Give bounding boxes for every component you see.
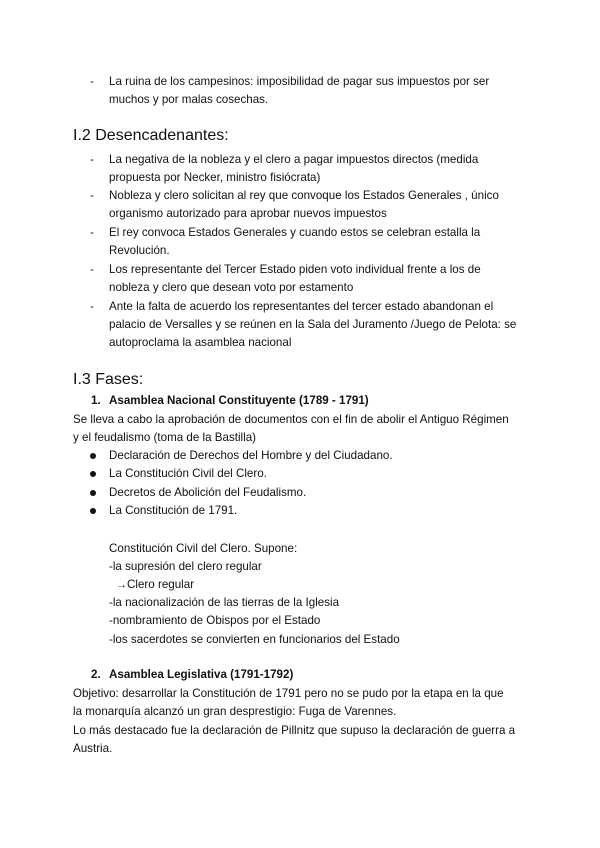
list-item-line: nobleza y clero que desean voto por estamento [109, 281, 354, 294]
bullet-item: La Constitución Civil del Clero. [109, 467, 267, 480]
list-dash: - [90, 226, 94, 239]
list-item-line: Nobleza y clero solicitan al rey que convoque los Estados Generales , único [109, 189, 499, 202]
list-item-line: La negativa de la nobleza y el clero a pagar impuestos directos (medida [109, 153, 479, 166]
list-dash: - [90, 75, 94, 88]
phase-title: Asamblea Nacional Constituyente (1789 - 1791) [109, 394, 369, 407]
list-dash: - [90, 300, 94, 313]
bullet-icon [90, 490, 96, 496]
bullet-icon [90, 471, 96, 477]
paragraph-line: la monarquía alcanzó un gran desprestigio: Fuga de Varennes. [73, 705, 397, 718]
paragraph-line: Objetivo: desarrollar la Constitución de 1791 pero no se pudo por la etapa en la que [73, 687, 504, 700]
note-title: Constitución Civil del Clero. Supone: [109, 542, 298, 555]
bullet-icon [90, 508, 96, 514]
list-item-line: propuesta por Necker, ministro fisiócrata) [109, 171, 321, 184]
paragraph-line: Se lleva a cabo la aprobación de documentos con el fin de abolir el Antiguo Régimen [73, 413, 509, 426]
paragraph-line: Austria. [73, 742, 113, 755]
phase-number: 2. [91, 668, 101, 681]
list-item-line: El rey convoca Estados Generales y cuando estos se celebran estalla la [109, 226, 481, 239]
phase-title: Asamblea Legislativa (1791-1792) [109, 668, 294, 681]
note-line: -la nacionalización de las tierras de la Iglesia [109, 596, 340, 609]
bullet-icon [90, 453, 96, 459]
paragraph-line: Lo más destacado fue la declaración de Pillnitz que supuso la declaración de guerra a [73, 724, 516, 737]
list-dash: - [90, 153, 94, 166]
bullet-item: Decretos de Abolición del Feudalismo. [109, 486, 307, 499]
note-line: →Clero regular [109, 578, 195, 591]
list-item-line: palacio de Versalles y se reúnen en la Sala del Juramento /Juego de Pelota: se [109, 318, 517, 331]
note-line: -la supresión del clero regular [109, 560, 262, 573]
bullet-item: La Constitución de 1791. [109, 504, 238, 517]
section-heading: I.3 Fases: [73, 371, 144, 388]
list-item-line: organismo autorizado para aprobar nuevos impuestos [109, 207, 387, 220]
note-line: -nombramiento de Obispos por el Estado [109, 614, 321, 627]
list-item-line: Revolución. [109, 244, 170, 257]
list-dash: - [90, 263, 94, 276]
list-item-line: Los representante del Tercer Estado piden voto individual frente a los de [109, 263, 481, 276]
list-item-line: La ruina de los campesinos: imposibilidad de pagar sus impuestos por ser [109, 75, 490, 88]
paragraph-line: y el feudalismo (toma de la Bastilla) [73, 431, 257, 444]
list-item-line: autoproclama la asamblea nacional [109, 336, 292, 349]
phase-number: 1. [91, 394, 101, 407]
note-line: -los sacerdotes se convierten en funcionarios del Estado [109, 633, 400, 646]
bullet-item: Declaración de Derechos del Hombre y del Ciudadano. [109, 449, 393, 462]
list-item-line: Ante la falta de acuerdo los representantes del tercer estado abandonan el [109, 300, 494, 313]
section-heading: I.2 Desencadenantes: [73, 127, 229, 144]
list-dash: - [90, 189, 94, 202]
list-item-line: muchos y por malas cosechas. [109, 93, 269, 106]
